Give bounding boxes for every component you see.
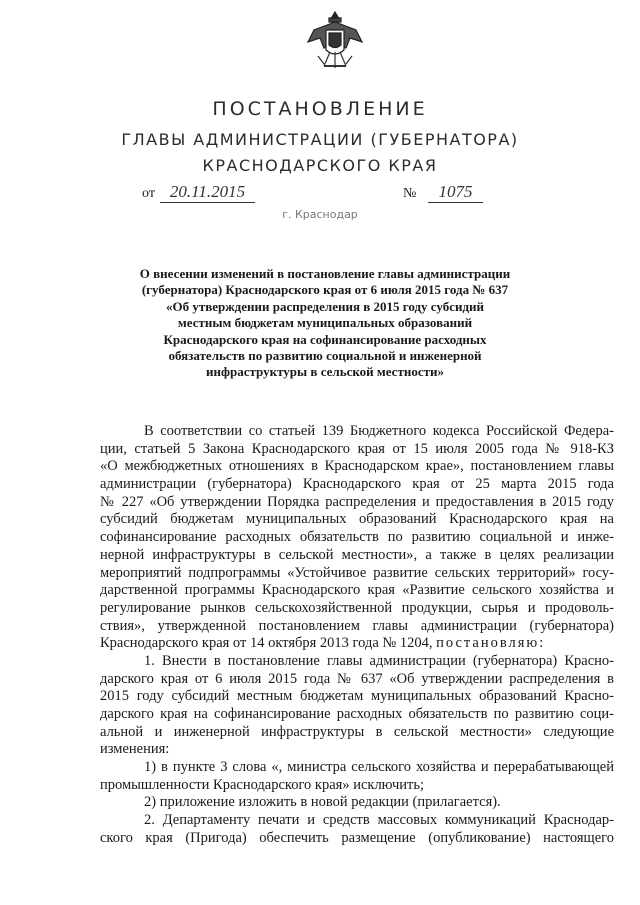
body-line [100, 635, 614, 653]
coat-of-arms-icon [300, 8, 370, 76]
body-line: ствия», утвержденной постановлением главы администрации (губернатора) [100, 617, 614, 634]
city-label: г. Краснодар [282, 208, 358, 221]
issuing-authority-heading: ГЛАВЫ АДМИНИСТРАЦИИ (ГУБЕРНАТОРА) [121, 130, 519, 149]
document-date: 20.11.2015 [160, 182, 255, 203]
resolution-keyword: постановляю: [436, 635, 546, 652]
body-line: 1) в пункте 3 слова «, министра сельского хозяйства и перерабатывающей [144, 759, 614, 776]
body-line: альной и инженерной инфраструктуры в сельской местности» следующие [100, 723, 614, 740]
body-line: В соответствии со статьей 139 Бюджетного кодекса Российской Федера- [144, 423, 614, 439]
body-line: дарственной программы Краснодарского края «Развитие сельского хозяйства и [100, 582, 614, 599]
document-type-heading: ПОСТАНОВЛЕНИЕ [212, 98, 428, 120]
date-label: от [142, 186, 155, 201]
date-number-line [0, 182, 640, 208]
title-line: О внесении изменений в постановление главы администрации [139, 266, 511, 281]
body-line: 2) приложение изложить в новой редакции (прилагается). [144, 794, 501, 811]
body-line: администрации (губернатора) Краснодарского края от 25 марта 2015 года [100, 476, 614, 493]
body-line: изменения: [100, 741, 170, 758]
resolution-prefix: Краснодарского края от 14 октября 2013 года № 1204, [100, 635, 433, 652]
body-line: № 227 «Об утверждении Порядка распределения и предоставления в 2015 году [100, 493, 614, 510]
title-line: местным бюджетам муниципальных образований [177, 315, 473, 331]
body-line: субсидий бюджетам муниципальных образований Краснодарского края на [100, 511, 614, 528]
preamble-paragraph [100, 423, 614, 848]
body-line: софинансирование расходных обязательств по развитию социальной и инже- [100, 529, 614, 546]
body-line: 1. Внести в постановление главы администрации (губернатора) Красно- [144, 652, 614, 669]
number-label: № [403, 186, 417, 201]
body-line: дарского края от 6 июля 2015 года № 637 «Об утверждении распределения в [100, 670, 614, 687]
body-line: мероприятий подпрограммы «Устойчивое развитие сельских территорий» госу- [100, 564, 614, 581]
document-title [110, 266, 540, 381]
body-line: дарского края на софинансирование расходных обязательств по развитию соци- [100, 706, 614, 722]
title-line: инфраструктуры в сельской местности» [206, 364, 444, 380]
body-line: промышленности Краснодарского края» исключить; [100, 776, 424, 793]
title-line: Краснодарского края на софинансирование расходных [163, 331, 487, 347]
body-line: 2. Департаменту печати и средств массовых коммуникаций Краснодар- [144, 812, 614, 829]
title-line: (губернатора) Краснодарского края от 6 июля 2015 года № 637 [141, 282, 509, 298]
title-line: «Об утверждении распределения в 2015 году субсидий [165, 298, 485, 314]
body-line: «О межбюджетных отношениях в Краснодарском крае», постановлением главы [100, 458, 614, 475]
title-line: обязательств по развитию социальной и инженерной [168, 348, 482, 364]
region-heading: КРАСНОДАРСКОГО КРАЯ [202, 156, 438, 175]
body-line: ции, статьей 5 Закона Краснодарского края от 15 июля 2005 года № 918-КЗ [100, 440, 614, 457]
body-line: нерной инфраструктуры в сельской местности», а также в целях реализации [100, 546, 614, 563]
body-line: 2015 году субсидий местным бюджетам муниципальных образований Красно- [100, 688, 614, 705]
body-line: ского края (Пригода) обеспечить размещение (опубликование) настоящего [100, 829, 614, 846]
body-line: регулирование рынков сельскохозяйственной продукции, сырья и продоволь- [100, 599, 614, 616]
document-number: 1075 [428, 182, 483, 203]
